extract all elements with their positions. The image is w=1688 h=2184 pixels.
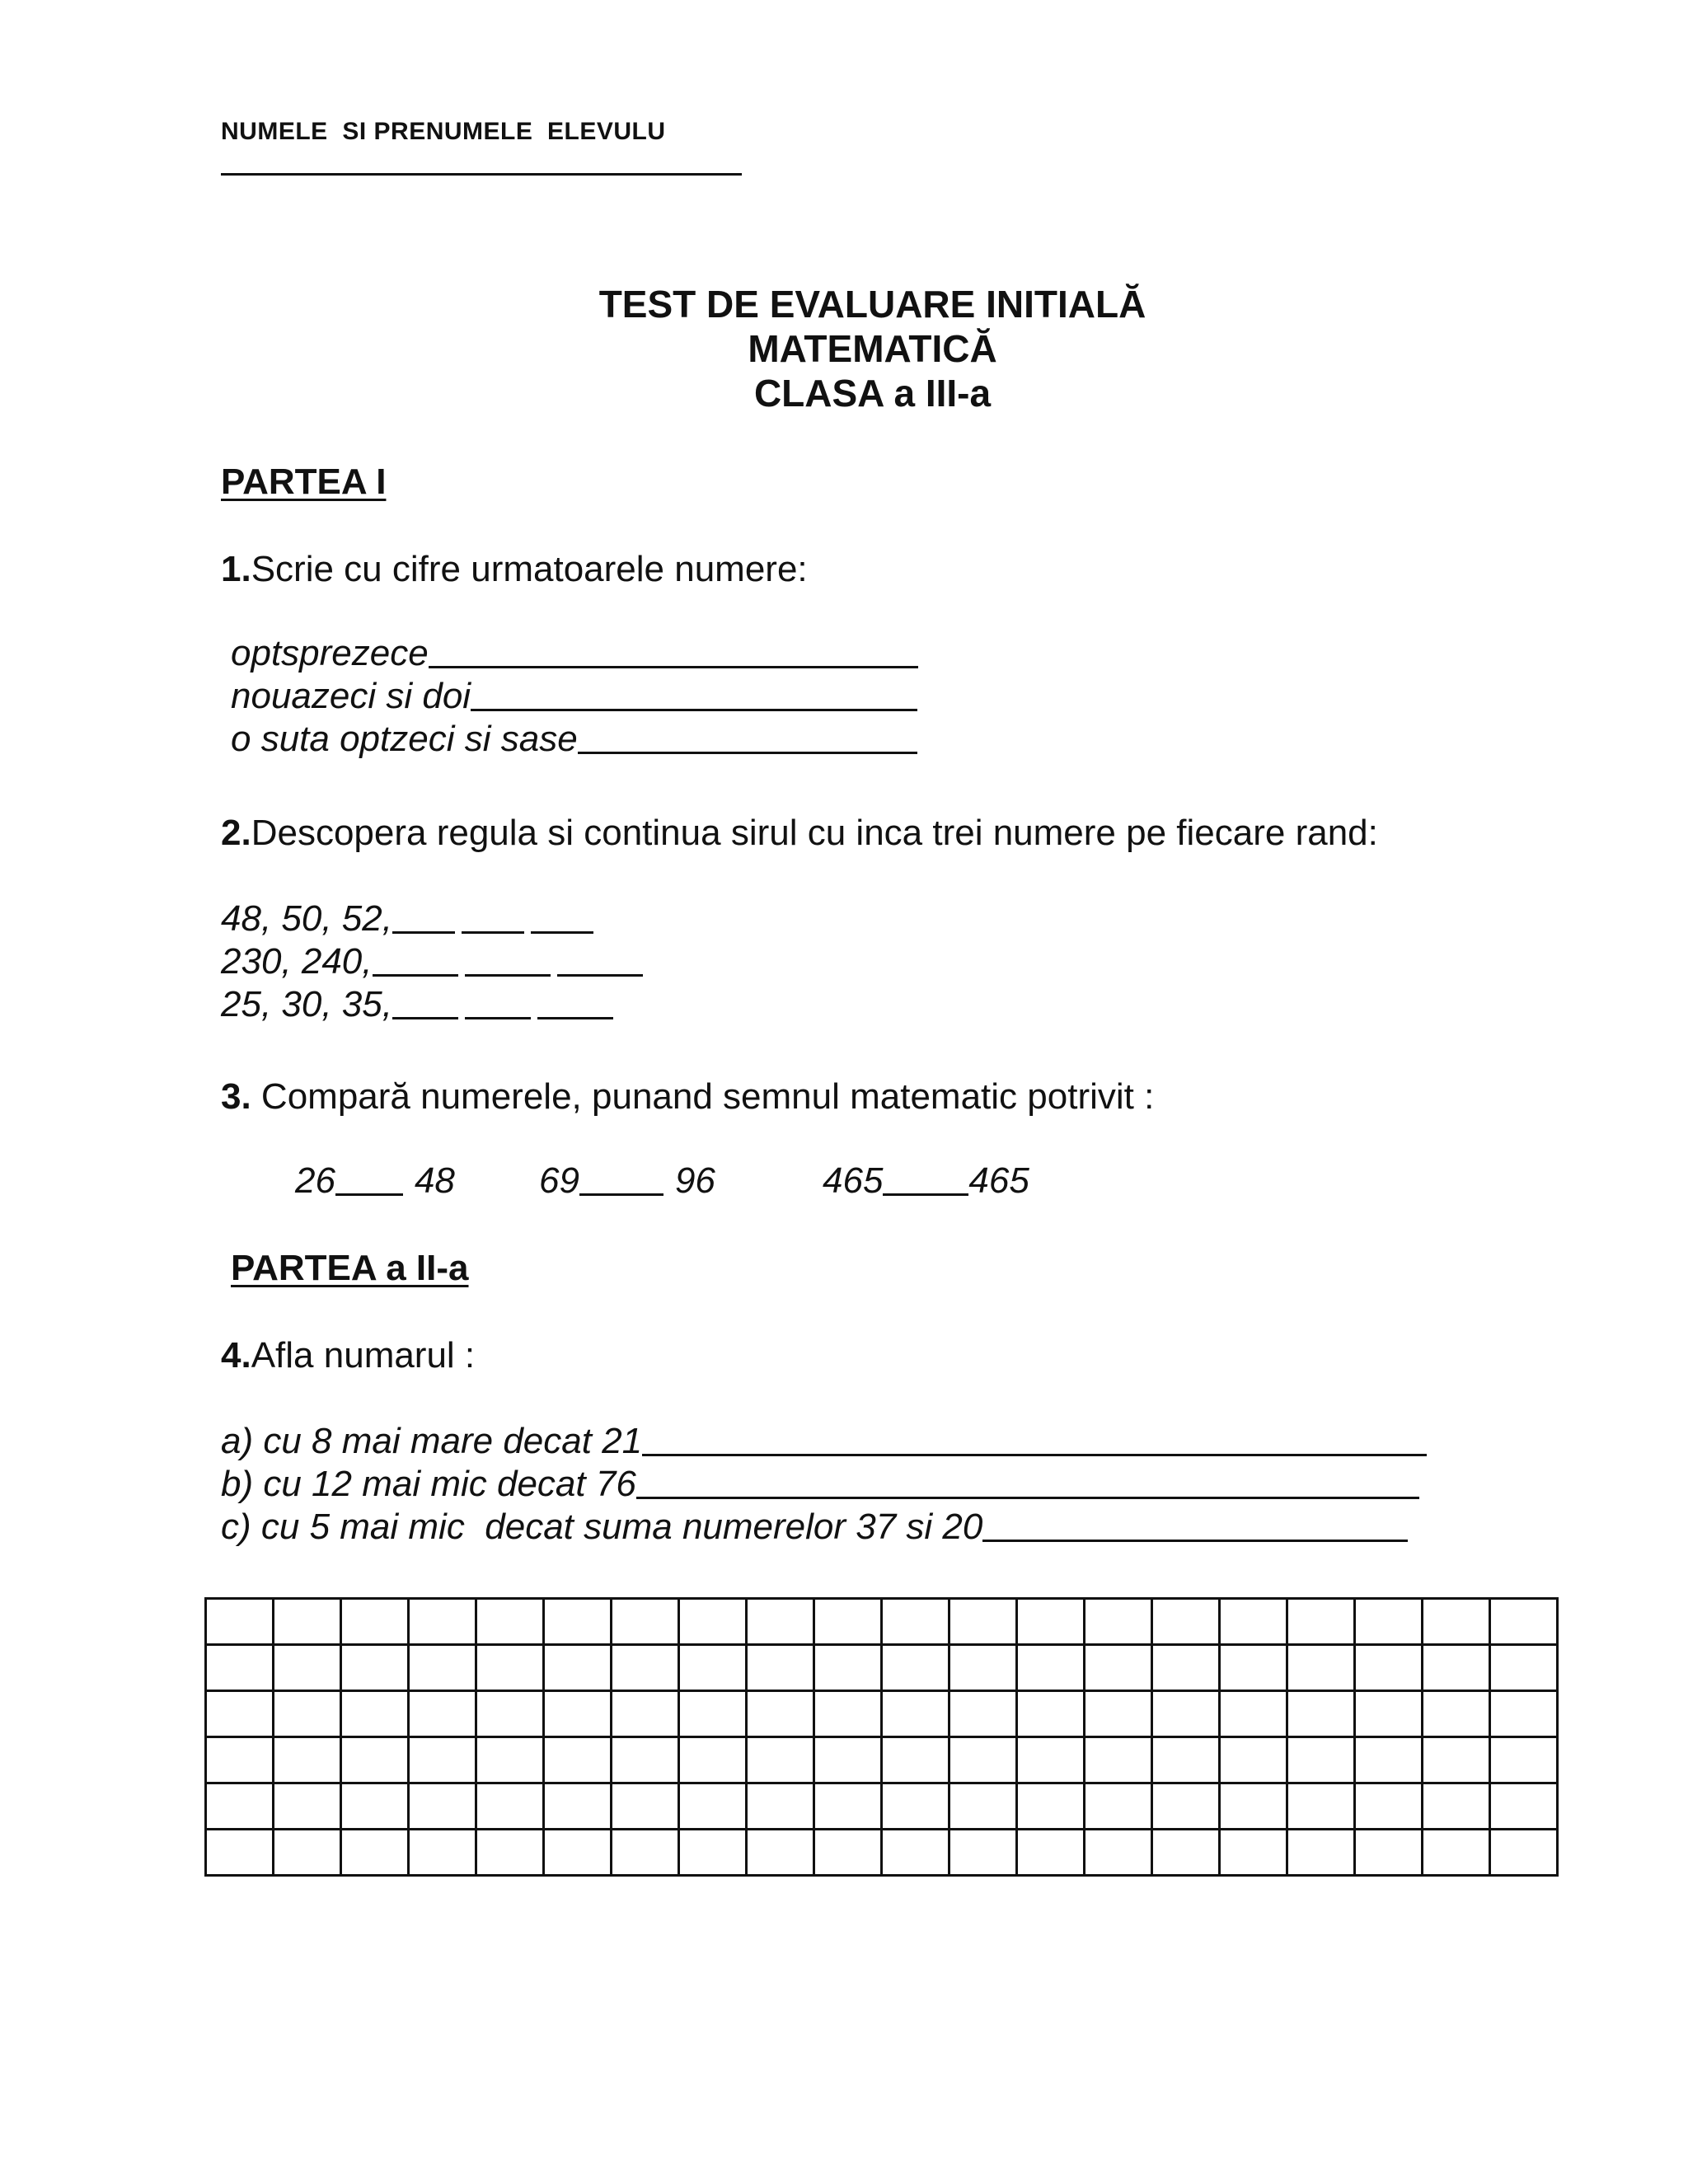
- grid-cell[interactable]: [1220, 1599, 1287, 1645]
- grid-cell[interactable]: [476, 1737, 544, 1783]
- grid-cell[interactable]: [341, 1645, 409, 1691]
- grid-cell[interactable]: [341, 1830, 409, 1876]
- question-2-text: Descopera regula si continua sirul cu inca trei numere pe fiecare rand:: [251, 813, 1378, 853]
- q2-row-3-label: 25, 30, 35,: [221, 984, 392, 1024]
- grid-cell[interactable]: [612, 1645, 679, 1691]
- q3-pair-2: [539, 1160, 715, 1202]
- grid-cell[interactable]: [1355, 1737, 1423, 1783]
- q1-item-3: [231, 719, 917, 760]
- grid-cell[interactable]: [679, 1830, 747, 1876]
- grid-cell[interactable]: [1423, 1830, 1490, 1876]
- grid-cell[interactable]: [1490, 1599, 1558, 1645]
- grid-cell[interactable]: [1152, 1599, 1220, 1645]
- q4-item-c-label: c) cu 5 mai mic decat suma numerelor 37 si 20: [221, 1507, 983, 1547]
- grid-cell[interactable]: [950, 1783, 1017, 1830]
- grid-cell[interactable]: [1017, 1599, 1085, 1645]
- grid-cell[interactable]: [476, 1645, 544, 1691]
- grid-cell[interactable]: [1017, 1830, 1085, 1876]
- grid-cell[interactable]: [274, 1830, 341, 1876]
- grid-cell[interactable]: [950, 1645, 1017, 1691]
- q1-item-1: [231, 633, 918, 674]
- grid-cell[interactable]: [274, 1599, 341, 1645]
- question-3-text: Compară numerele, punand semnul matematic potrivit :: [251, 1076, 1155, 1117]
- grid-cell[interactable]: [882, 1737, 950, 1783]
- grid-cell[interactable]: [341, 1691, 409, 1737]
- question-2-number: 2.: [221, 813, 251, 853]
- grid-cell[interactable]: [612, 1599, 679, 1645]
- q2-row-2-blank-3[interactable]: [557, 974, 643, 977]
- grid-cell[interactable]: [1220, 1830, 1287, 1876]
- grid-cell[interactable]: [544, 1830, 612, 1876]
- grid-cell[interactable]: [950, 1691, 1017, 1737]
- q4-answer-a[interactable]: [642, 1454, 1427, 1456]
- q2-row-2: [221, 941, 649, 982]
- q1-item-1-label: optsprezece: [231, 633, 429, 673]
- grid-cell[interactable]: [747, 1737, 814, 1783]
- q1-item-2-label: nouazeci si doi: [231, 676, 471, 716]
- question-3: [221, 1076, 1154, 1118]
- grid-cell[interactable]: [882, 1830, 950, 1876]
- grid-cell[interactable]: [1152, 1830, 1220, 1876]
- grid-cell[interactable]: [1220, 1645, 1287, 1691]
- grid-cell[interactable]: [1017, 1691, 1085, 1737]
- grid-cell[interactable]: [1423, 1691, 1490, 1737]
- q3-pair-3: [823, 1160, 1029, 1202]
- grid-cell[interactable]: [814, 1830, 882, 1876]
- grid-cell[interactable]: [747, 1599, 814, 1645]
- question-4-number: 4.: [221, 1335, 251, 1376]
- q2-row-3-blank-1[interactable]: [392, 1017, 458, 1019]
- grid-cell[interactable]: [1152, 1691, 1220, 1737]
- grid-cell[interactable]: [1287, 1691, 1355, 1737]
- grid-cell[interactable]: [1220, 1691, 1287, 1737]
- grid-cell[interactable]: [1423, 1645, 1490, 1691]
- grid-cell[interactable]: [1355, 1691, 1423, 1737]
- grid-cell[interactable]: [1490, 1783, 1558, 1830]
- grid-cell[interactable]: [341, 1737, 409, 1783]
- grid-cell[interactable]: [1355, 1599, 1423, 1645]
- grid-cell[interactable]: [544, 1645, 612, 1691]
- q4-answer-b[interactable]: [636, 1497, 1419, 1499]
- test-title: TEST DE EVALUARE INITIALĂ: [598, 283, 1146, 326]
- grid-cell[interactable]: [1423, 1737, 1490, 1783]
- grid-cell[interactable]: [206, 1599, 274, 1645]
- q3-pair-3-a: 465: [823, 1160, 884, 1201]
- grid-cell[interactable]: [1490, 1737, 1558, 1783]
- grid-row: [206, 1691, 1558, 1737]
- q1-answer-1[interactable]: [429, 666, 918, 668]
- grid-cell[interactable]: [1355, 1645, 1423, 1691]
- grid-cell[interactable]: [544, 1783, 612, 1830]
- q2-row-1-blank-1[interactable]: [392, 931, 455, 934]
- q2-row-2-label: 230, 240,: [221, 941, 373, 982]
- grid-row: [206, 1645, 1558, 1691]
- answer-grid[interactable]: [204, 1597, 1559, 1877]
- grid-cell[interactable]: [1152, 1737, 1220, 1783]
- grid-cell[interactable]: [747, 1830, 814, 1876]
- question-1-number: 1.: [221, 549, 251, 589]
- grid-cell[interactable]: [950, 1737, 1017, 1783]
- grid-cell[interactable]: [1017, 1645, 1085, 1691]
- grid-cell[interactable]: [950, 1830, 1017, 1876]
- student-name-line[interactable]: [221, 173, 742, 176]
- grid-cell[interactable]: [814, 1691, 882, 1737]
- grid-cell[interactable]: [544, 1599, 612, 1645]
- grid-cell[interactable]: [409, 1830, 476, 1876]
- grid-cell[interactable]: [1355, 1830, 1423, 1876]
- grid-cell[interactable]: [882, 1783, 950, 1830]
- grid-cell[interactable]: [206, 1645, 274, 1691]
- q4-item-a-label: a) cu 8 mai mare decat 21: [221, 1421, 643, 1461]
- grid-cell[interactable]: [679, 1645, 747, 1691]
- grid-cell[interactable]: [814, 1737, 882, 1783]
- grid-cell[interactable]: [814, 1599, 882, 1645]
- grid-cell[interactable]: [1085, 1737, 1152, 1783]
- q2-row-2-blank-2[interactable]: [465, 974, 551, 977]
- grid-cell[interactable]: [1287, 1645, 1355, 1691]
- q3-pair-3-sign[interactable]: [883, 1193, 968, 1196]
- question-1-text: Scrie cu cifre urmatoarele numere:: [251, 549, 808, 589]
- grid-cell[interactable]: [409, 1599, 476, 1645]
- grid-cell[interactable]: [882, 1599, 950, 1645]
- grid-cell[interactable]: [1423, 1599, 1490, 1645]
- q1-item-2: [231, 676, 917, 717]
- q3-pair-2-b: 96: [674, 1160, 715, 1201]
- q1-answer-3[interactable]: [578, 752, 917, 754]
- grid-cell[interactable]: [814, 1645, 882, 1691]
- grid-cell[interactable]: [882, 1691, 950, 1737]
- grid-cell[interactable]: [1152, 1783, 1220, 1830]
- question-1: [221, 549, 808, 590]
- q2-row-1-blank-2[interactable]: [462, 931, 524, 934]
- grid-cell[interactable]: [544, 1737, 612, 1783]
- grid-cell[interactable]: [950, 1599, 1017, 1645]
- grid-cell[interactable]: [1085, 1599, 1152, 1645]
- grid-cell[interactable]: [341, 1783, 409, 1830]
- grid-cell[interactable]: [747, 1691, 814, 1737]
- grid-cell[interactable]: [612, 1737, 679, 1783]
- q1-answer-2[interactable]: [471, 709, 917, 711]
- q3-pair-1-sign[interactable]: [335, 1193, 403, 1196]
- grid-cell[interactable]: [274, 1783, 341, 1830]
- grid-cell[interactable]: [476, 1783, 544, 1830]
- grid-cell[interactable]: [274, 1691, 341, 1737]
- grid-cell[interactable]: [1287, 1783, 1355, 1830]
- question-3-number: 3.: [221, 1076, 251, 1117]
- q4-item-b-label: b) cu 12 mai mic decat 76: [221, 1464, 636, 1504]
- q2-row-2-blank-1[interactable]: [373, 974, 458, 977]
- grid-cell[interactable]: [1152, 1645, 1220, 1691]
- grid-row: [206, 1830, 1558, 1876]
- q2-row-3-blank-3[interactable]: [537, 1017, 613, 1019]
- grid-cell[interactable]: [612, 1830, 679, 1876]
- q3-pair-1: [295, 1160, 455, 1202]
- grid-cell[interactable]: [544, 1691, 612, 1737]
- part2-heading: PARTEA a II-a: [231, 1248, 469, 1288]
- student-name-label: NUMELE SI PRENUMELE ELEVULU: [221, 118, 666, 145]
- q3-pair-1-b: 48: [414, 1160, 455, 1201]
- question-4-text: Afla numarul :: [251, 1335, 476, 1376]
- q4-answer-c[interactable]: [982, 1540, 1408, 1542]
- question-4: [221, 1335, 475, 1376]
- grid-cell[interactable]: [341, 1599, 409, 1645]
- grid-cell[interactable]: [679, 1737, 747, 1783]
- subject-title: MATEMATICĂ: [748, 327, 997, 370]
- grid-cell[interactable]: [1017, 1783, 1085, 1830]
- grid-cell[interactable]: [1287, 1599, 1355, 1645]
- grid-cell[interactable]: [1490, 1691, 1558, 1737]
- grid-cell[interactable]: [206, 1783, 274, 1830]
- q3-pair-2-a: 69: [539, 1160, 579, 1201]
- q2-row-3: [221, 984, 620, 1025]
- q4-item-b: [221, 1464, 1419, 1505]
- grid-cell[interactable]: [409, 1691, 476, 1737]
- q2-row-1-label: 48, 50, 52,: [221, 898, 392, 939]
- grid-cell[interactable]: [882, 1645, 950, 1691]
- grid-cell[interactable]: [1287, 1830, 1355, 1876]
- grid-cell[interactable]: [1355, 1783, 1423, 1830]
- grid-cell[interactable]: [1220, 1737, 1287, 1783]
- question-2: [221, 813, 1378, 854]
- grid-row: [206, 1783, 1558, 1830]
- grid-row: [206, 1737, 1558, 1783]
- part1-heading: PARTEA I: [221, 462, 387, 502]
- grid-cell[interactable]: [476, 1599, 544, 1645]
- q2-row-1: [221, 898, 600, 940]
- grid-cell[interactable]: [679, 1599, 747, 1645]
- q2-row-1-blank-3[interactable]: [531, 931, 593, 934]
- grid-cell[interactable]: [612, 1691, 679, 1737]
- q3-pair-1-a: 26: [295, 1160, 335, 1201]
- q3-pair-2-sign[interactable]: [579, 1193, 663, 1196]
- grid-cell[interactable]: [747, 1645, 814, 1691]
- grid-cell[interactable]: [1085, 1691, 1152, 1737]
- q3-pair-3-b: 465: [968, 1160, 1029, 1201]
- grid-cell[interactable]: [274, 1645, 341, 1691]
- grid-cell[interactable]: [1287, 1737, 1355, 1783]
- grid-cell[interactable]: [1085, 1830, 1152, 1876]
- q4-item-a: [221, 1421, 1427, 1462]
- grid-cell[interactable]: [476, 1830, 544, 1876]
- class-title: CLASA a III-a: [753, 372, 992, 415]
- grid-cell[interactable]: [1220, 1783, 1287, 1830]
- grid-cell[interactable]: [1017, 1737, 1085, 1783]
- grid-cell[interactable]: [612, 1783, 679, 1830]
- grid-cell[interactable]: [1490, 1645, 1558, 1691]
- q1-item-3-label: o suta optzeci si sase: [231, 719, 578, 759]
- grid-cell[interactable]: [679, 1691, 747, 1737]
- grid-cell[interactable]: [409, 1737, 476, 1783]
- q2-row-3-blank-2[interactable]: [465, 1017, 531, 1019]
- grid-cell[interactable]: [1085, 1783, 1152, 1830]
- grid-cell[interactable]: [274, 1737, 341, 1783]
- grid-row: [206, 1599, 1558, 1645]
- grid-cell[interactable]: [206, 1830, 274, 1876]
- grid-cell[interactable]: [476, 1691, 544, 1737]
- grid-cell[interactable]: [409, 1645, 476, 1691]
- grid-cell[interactable]: [814, 1783, 882, 1830]
- grid-cell[interactable]: [1490, 1830, 1558, 1876]
- grid-cell[interactable]: [747, 1783, 814, 1830]
- grid-cell[interactable]: [679, 1783, 747, 1830]
- q4-item-c: [221, 1507, 1408, 1548]
- grid-cell[interactable]: [206, 1691, 274, 1737]
- grid-cell[interactable]: [1423, 1783, 1490, 1830]
- grid-cell[interactable]: [1085, 1645, 1152, 1691]
- grid-cell[interactable]: [409, 1783, 476, 1830]
- grid-cell[interactable]: [206, 1737, 274, 1783]
